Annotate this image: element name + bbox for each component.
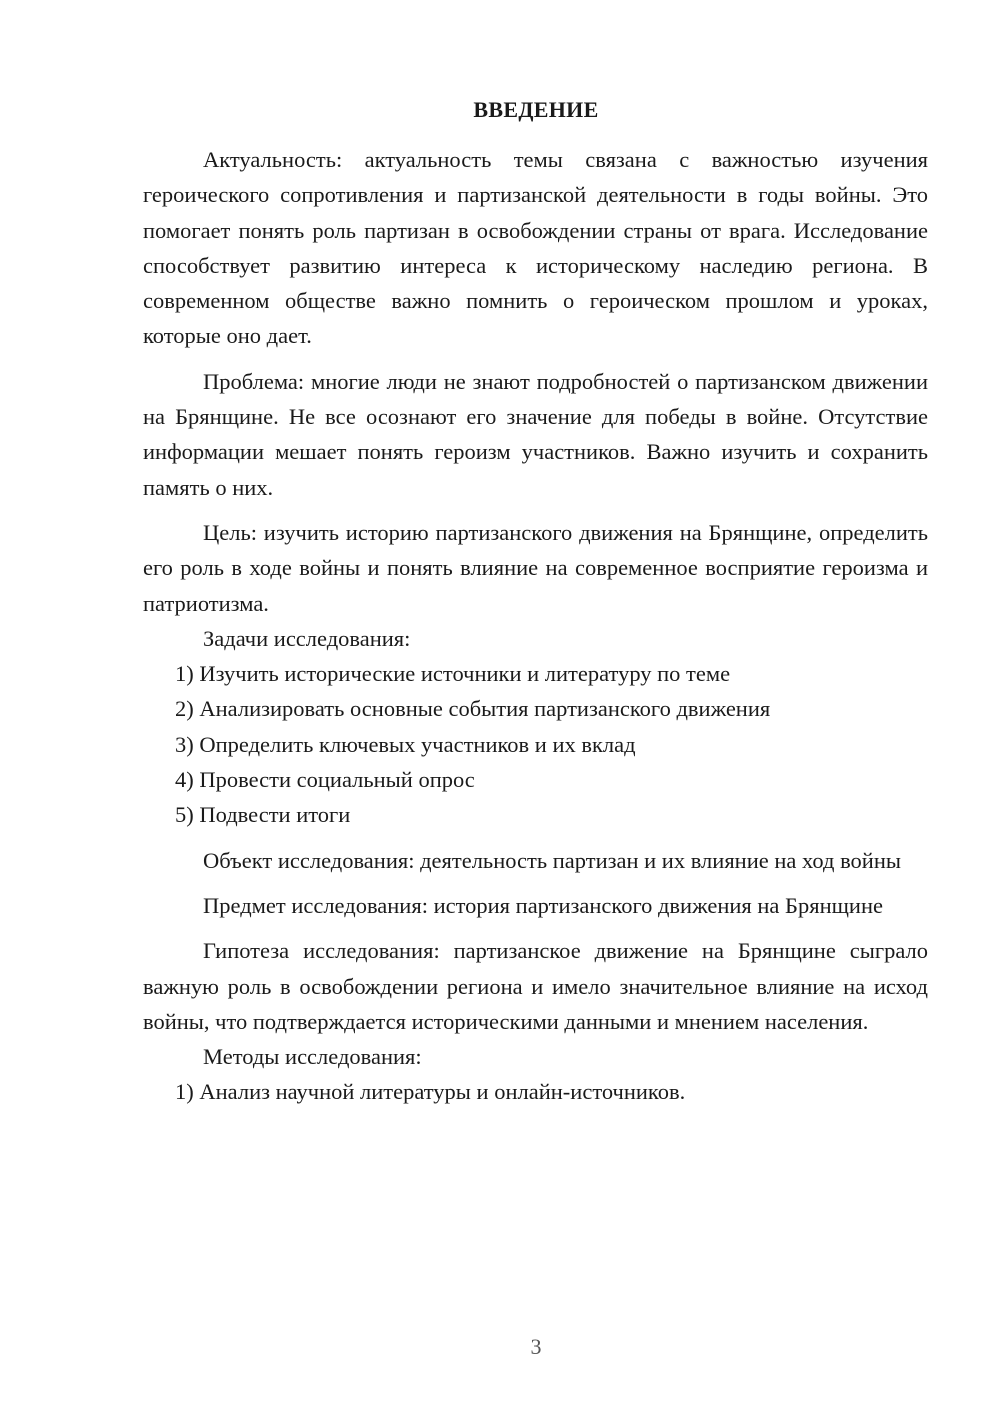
method-item: 1) Анализ научной литературы и онлайн-источников. bbox=[175, 1079, 686, 1105]
task-item: 2) Анализировать основные события партизанского движения bbox=[175, 696, 771, 722]
page-title: ВВЕДЕНИЕ bbox=[473, 97, 599, 122]
methods-list bbox=[143, 1074, 928, 1109]
object-paragraph: Объект исследования: деятельность партизан и их влияние на ход войны bbox=[203, 847, 902, 873]
hypothesis-paragraph: Гипотеза исследования: партизанское движение на Брянщине сыграло важную роль в освобождении региона и имело значительное влияние на исход войны, что подтверждается историческими данными и мнением населения. bbox=[143, 938, 928, 1034]
relevance-paragraph: Актуальность: актуальность темы связана с важностью изучения героического сопротивления и партизанской деятельности в годы войны. Это помогает понять роль партизан в освобождении страны от врага. Исследование способствует развитию интереса к историческому наследию региона. В современном обществе важно помнить о героическом прошлом и уроках, которые оно дает. bbox=[143, 147, 928, 349]
tasks-list bbox=[143, 656, 928, 832]
goal-paragraph: Цель: изучить историю партизанского движения на Брянщине, определить его роль в ходе войны и понять влияние на современное восприятие героизма и патриотизма. bbox=[143, 519, 928, 616]
task-item: 4) Провести социальный опрос bbox=[175, 767, 475, 793]
methods-label: Методы исследования: bbox=[203, 1044, 422, 1070]
subject-paragraph: Предмет исследования: история партизанского движения на Брянщине bbox=[203, 892, 883, 918]
task-item: 1) Изучить исторические источники и литературу по теме bbox=[175, 661, 731, 687]
task-item: 3) Определить ключевых участников и их вклад bbox=[175, 731, 636, 757]
document-body bbox=[143, 142, 928, 1110]
problem-paragraph: Проблема: многие люди не знают подробностей о партизанском движении на Брянщине. Не все осознают его значение для победы в войне. Отсутствие информации мешает понять героизм участников. Важно изучить и сохранить память о них. bbox=[143, 368, 928, 500]
page-number: 3 bbox=[530, 1334, 542, 1359]
task-item: 5) Подвести итоги bbox=[175, 802, 351, 828]
tasks-label: Задачи исследования: bbox=[203, 625, 411, 651]
